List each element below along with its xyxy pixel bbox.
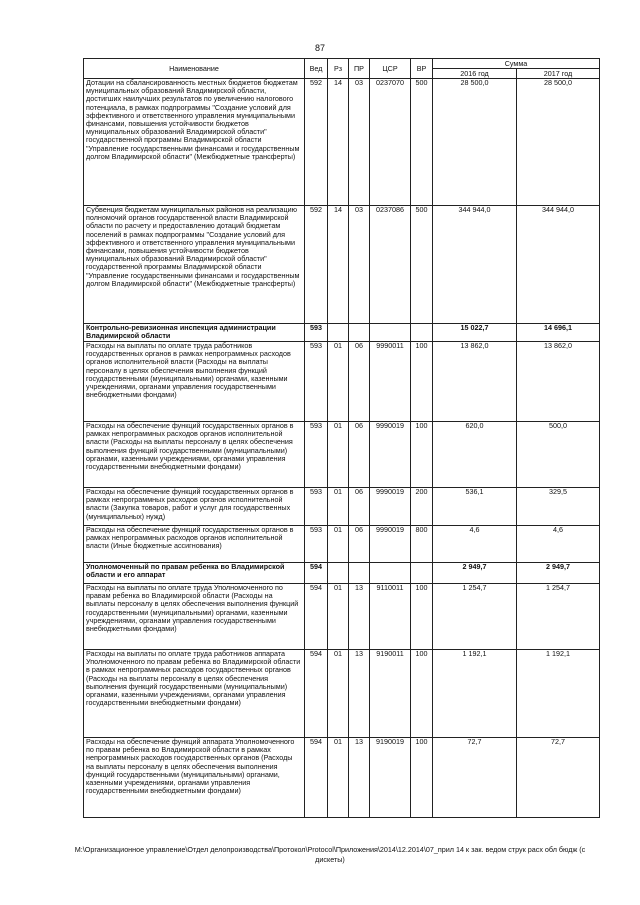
cell-sum-2016: 2 949,7	[433, 563, 517, 584]
cell-ved: 593	[305, 422, 328, 488]
cell-sum-2016: 1 254,7	[433, 584, 517, 650]
cell-csr: 0237070	[370, 79, 411, 206]
cell-pr: 03	[349, 206, 370, 324]
cell-rz: 14	[328, 79, 349, 206]
table-row	[84, 526, 600, 563]
cell-vr: 100	[411, 584, 433, 650]
cell-name: Расходы на выплаты по оплате труда Уполномоченного по правам ребенка во Владимирской области (Расходы на выплаты персоналу в целях обеспечения выполнения функций государственными (муниципальными) органами, казенными учреждениями, органами управления государственными внебюджетными фондами)	[84, 584, 305, 650]
cell-csr: 9990019	[370, 488, 411, 526]
cell-csr	[370, 563, 411, 584]
footer-file-path: М:\Организационное управление\Отдел делопроизводства\Протокол\Protocol\Приложения\2014\12.2014\07_прил 14 к зак. ведом струк расх обл бюдж (с дискеты)	[74, 845, 586, 864]
table-row	[84, 738, 600, 818]
cell-name: Расходы на обеспечение функций государственных органов в рамках непрограммных расходов органов исполнительной власти (Закупка товаров, работ и услуг для государственных (муниципальных) нужд)	[84, 488, 305, 526]
cell-sum-2016: 4,6	[433, 526, 517, 563]
cell-rz: 01	[328, 584, 349, 650]
cell-name: Расходы на обеспечение функций аппарата Уполномоченного по правам ребенка во Владимирской области в рамках непрограммных расходов государственных органов (Расходы на выплаты персоналу в целях обеспечения выполнения функций государственными (муниципальными) органами, казенными учреждениями, органами управления государственными внебюджетными фондами)	[84, 738, 305, 818]
cell-vr: 500	[411, 79, 433, 206]
table-row	[84, 650, 600, 738]
cell-pr: 03	[349, 79, 370, 206]
cell-vr: 100	[411, 422, 433, 488]
cell-rz: 14	[328, 206, 349, 324]
cell-rz	[328, 563, 349, 584]
cell-rz: 01	[328, 488, 349, 526]
cell-pr: 13	[349, 650, 370, 738]
cell-sum-2017: 344 944,0	[517, 206, 600, 324]
cell-pr	[349, 324, 370, 342]
cell-pr: 06	[349, 422, 370, 488]
table-body	[84, 79, 600, 818]
cell-name: Расходы на обеспечение функций государственных органов в рамках непрограммных расходов органов исполнительной власти (Иные бюджетные ассигнования)	[84, 526, 305, 563]
cell-ved: 593	[305, 488, 328, 526]
cell-sum-2017: 329,5	[517, 488, 600, 526]
cell-ved: 592	[305, 206, 328, 324]
cell-csr	[370, 324, 411, 342]
header-rz: Рз	[328, 59, 349, 79]
table-row	[84, 79, 600, 206]
header-ved: Вед	[305, 59, 328, 79]
cell-vr: 500	[411, 206, 433, 324]
cell-pr: 13	[349, 584, 370, 650]
cell-vr: 200	[411, 488, 433, 526]
header-sum: Сумма	[433, 59, 600, 69]
cell-ved: 594	[305, 738, 328, 818]
cell-csr: 9990019	[370, 526, 411, 563]
header-pr: ПР	[349, 59, 370, 79]
cell-sum-2016: 28 500,0	[433, 79, 517, 206]
cell-rz: 01	[328, 422, 349, 488]
cell-rz: 01	[328, 526, 349, 563]
header-year-2017: 2017 год	[517, 69, 600, 79]
cell-sum-2016: 620,0	[433, 422, 517, 488]
cell-ved: 594	[305, 563, 328, 584]
cell-vr: 800	[411, 526, 433, 563]
table-row	[84, 342, 600, 422]
cell-ved: 593	[305, 342, 328, 422]
cell-rz: 01	[328, 342, 349, 422]
cell-sum-2016: 13 862,0	[433, 342, 517, 422]
cell-pr: 06	[349, 488, 370, 526]
header-name: Наименование	[84, 59, 305, 79]
cell-sum-2017: 14 696,1	[517, 324, 600, 342]
cell-name: Контрольно-ревизионная инспекция администрации Владимирской области	[84, 324, 305, 342]
table-row	[84, 488, 600, 526]
table-row	[84, 584, 600, 650]
cell-vr: 100	[411, 738, 433, 818]
cell-sum-2017: 1 254,7	[517, 584, 600, 650]
cell-pr: 06	[349, 342, 370, 422]
cell-sum-2016: 536,1	[433, 488, 517, 526]
cell-vr	[411, 324, 433, 342]
table-row	[84, 422, 600, 488]
cell-pr	[349, 563, 370, 584]
cell-sum-2017: 500,0	[517, 422, 600, 488]
cell-ved: 594	[305, 584, 328, 650]
cell-sum-2016: 15 022,7	[433, 324, 517, 342]
cell-sum-2017: 4,6	[517, 526, 600, 563]
cell-csr: 9990011	[370, 342, 411, 422]
header-csr: ЦСР	[370, 59, 411, 79]
table-row	[84, 563, 600, 584]
cell-ved: 592	[305, 79, 328, 206]
cell-sum-2016: 72,7	[433, 738, 517, 818]
cell-sum-2017: 72,7	[517, 738, 600, 818]
budget-table	[83, 58, 600, 818]
cell-rz: 01	[328, 650, 349, 738]
cell-csr: 9990019	[370, 422, 411, 488]
cell-vr	[411, 563, 433, 584]
cell-sum-2016: 1 192,1	[433, 650, 517, 738]
cell-sum-2017: 28 500,0	[517, 79, 600, 206]
cell-name: Дотации на сбалансированность местных бюджетов бюджетам муниципальных образований Владимирской области, достигших наилучших результатов по увеличению налогового потенциала, в рамках подпрограммы "Создание условий для эффективного и ответственного управления муниципальными финансами, повышения устойчивости бюджетов муниципальных образований Владимирской области" государственной программы Владимирской области "Управление государственными финансами и государственным долгом Владимирской области" (Межбюджетные трансферты)	[84, 79, 305, 206]
page-number: 87	[314, 43, 325, 53]
cell-pr: 13	[349, 738, 370, 818]
table-row	[84, 324, 600, 342]
cell-name: Расходы на обеспечение функций государственных органов в рамках непрограммных расходов органов исполнительной власти (Расходы на выплаты персоналу в целях обеспечения выполнения функций государственными (муниципальными) органами, казенными учреждениями, органами управления государственными внебюджетными фондами)	[84, 422, 305, 488]
cell-name: Субвенция бюджетам муниципальных районов на реализацию полномочий органов государственной власти Владимирской области по расчету и предоставлению дотаций бюджетам поселений в рамках подпрограммы "Создание условий для эффективного и ответственного управления муниципальными финансами, повышения устойчивости бюджетов муниципальных образований Владимирской области" государственной программы Владимирской области "Управление государственными финансами и государственным долгом Владимирской области" (Межбюджетные трансферты)	[84, 206, 305, 324]
cell-name: Расходы на выплаты по оплате труда работников государственных органов в рамках непрограммных расходов органов исполнительной власти (Расходы на выплаты персоналу в целях обеспечения выполнения функций государственными (муниципальными) органами, казенными учреждениями, органами управления государственными внебюджетными фондами)	[84, 342, 305, 422]
cell-csr: 0237086	[370, 206, 411, 324]
cell-sum-2017: 2 949,7	[517, 563, 600, 584]
header-vr: ВР	[411, 59, 433, 79]
cell-sum-2016: 344 944,0	[433, 206, 517, 324]
cell-csr: 9190019	[370, 738, 411, 818]
cell-ved: 594	[305, 650, 328, 738]
cell-csr: 9110011	[370, 584, 411, 650]
cell-sum-2017: 13 862,0	[517, 342, 600, 422]
cell-sum-2017: 1 192,1	[517, 650, 600, 738]
cell-ved: 593	[305, 324, 328, 342]
cell-rz	[328, 324, 349, 342]
cell-rz: 01	[328, 738, 349, 818]
cell-name: Расходы на выплаты по оплате труда работников аппарата Уполномоченного по правам ребенка во Владимирской области в рамках непрограммных расходов государственных органов (Расходы на выплаты персоналу в целях обеспечения выполнения функций государственными (муниципальными) органами, казенными учреждениями, органами управления государственными внебюджетными фондами)	[84, 650, 305, 738]
header-year-2016: 2016 год	[433, 69, 517, 79]
cell-vr: 100	[411, 650, 433, 738]
table-row	[84, 206, 600, 324]
cell-csr: 9190011	[370, 650, 411, 738]
cell-pr: 06	[349, 526, 370, 563]
cell-vr: 100	[411, 342, 433, 422]
cell-ved: 593	[305, 526, 328, 563]
cell-name: Уполномоченный по правам ребенка во Владимирской области и его аппарат	[84, 563, 305, 584]
